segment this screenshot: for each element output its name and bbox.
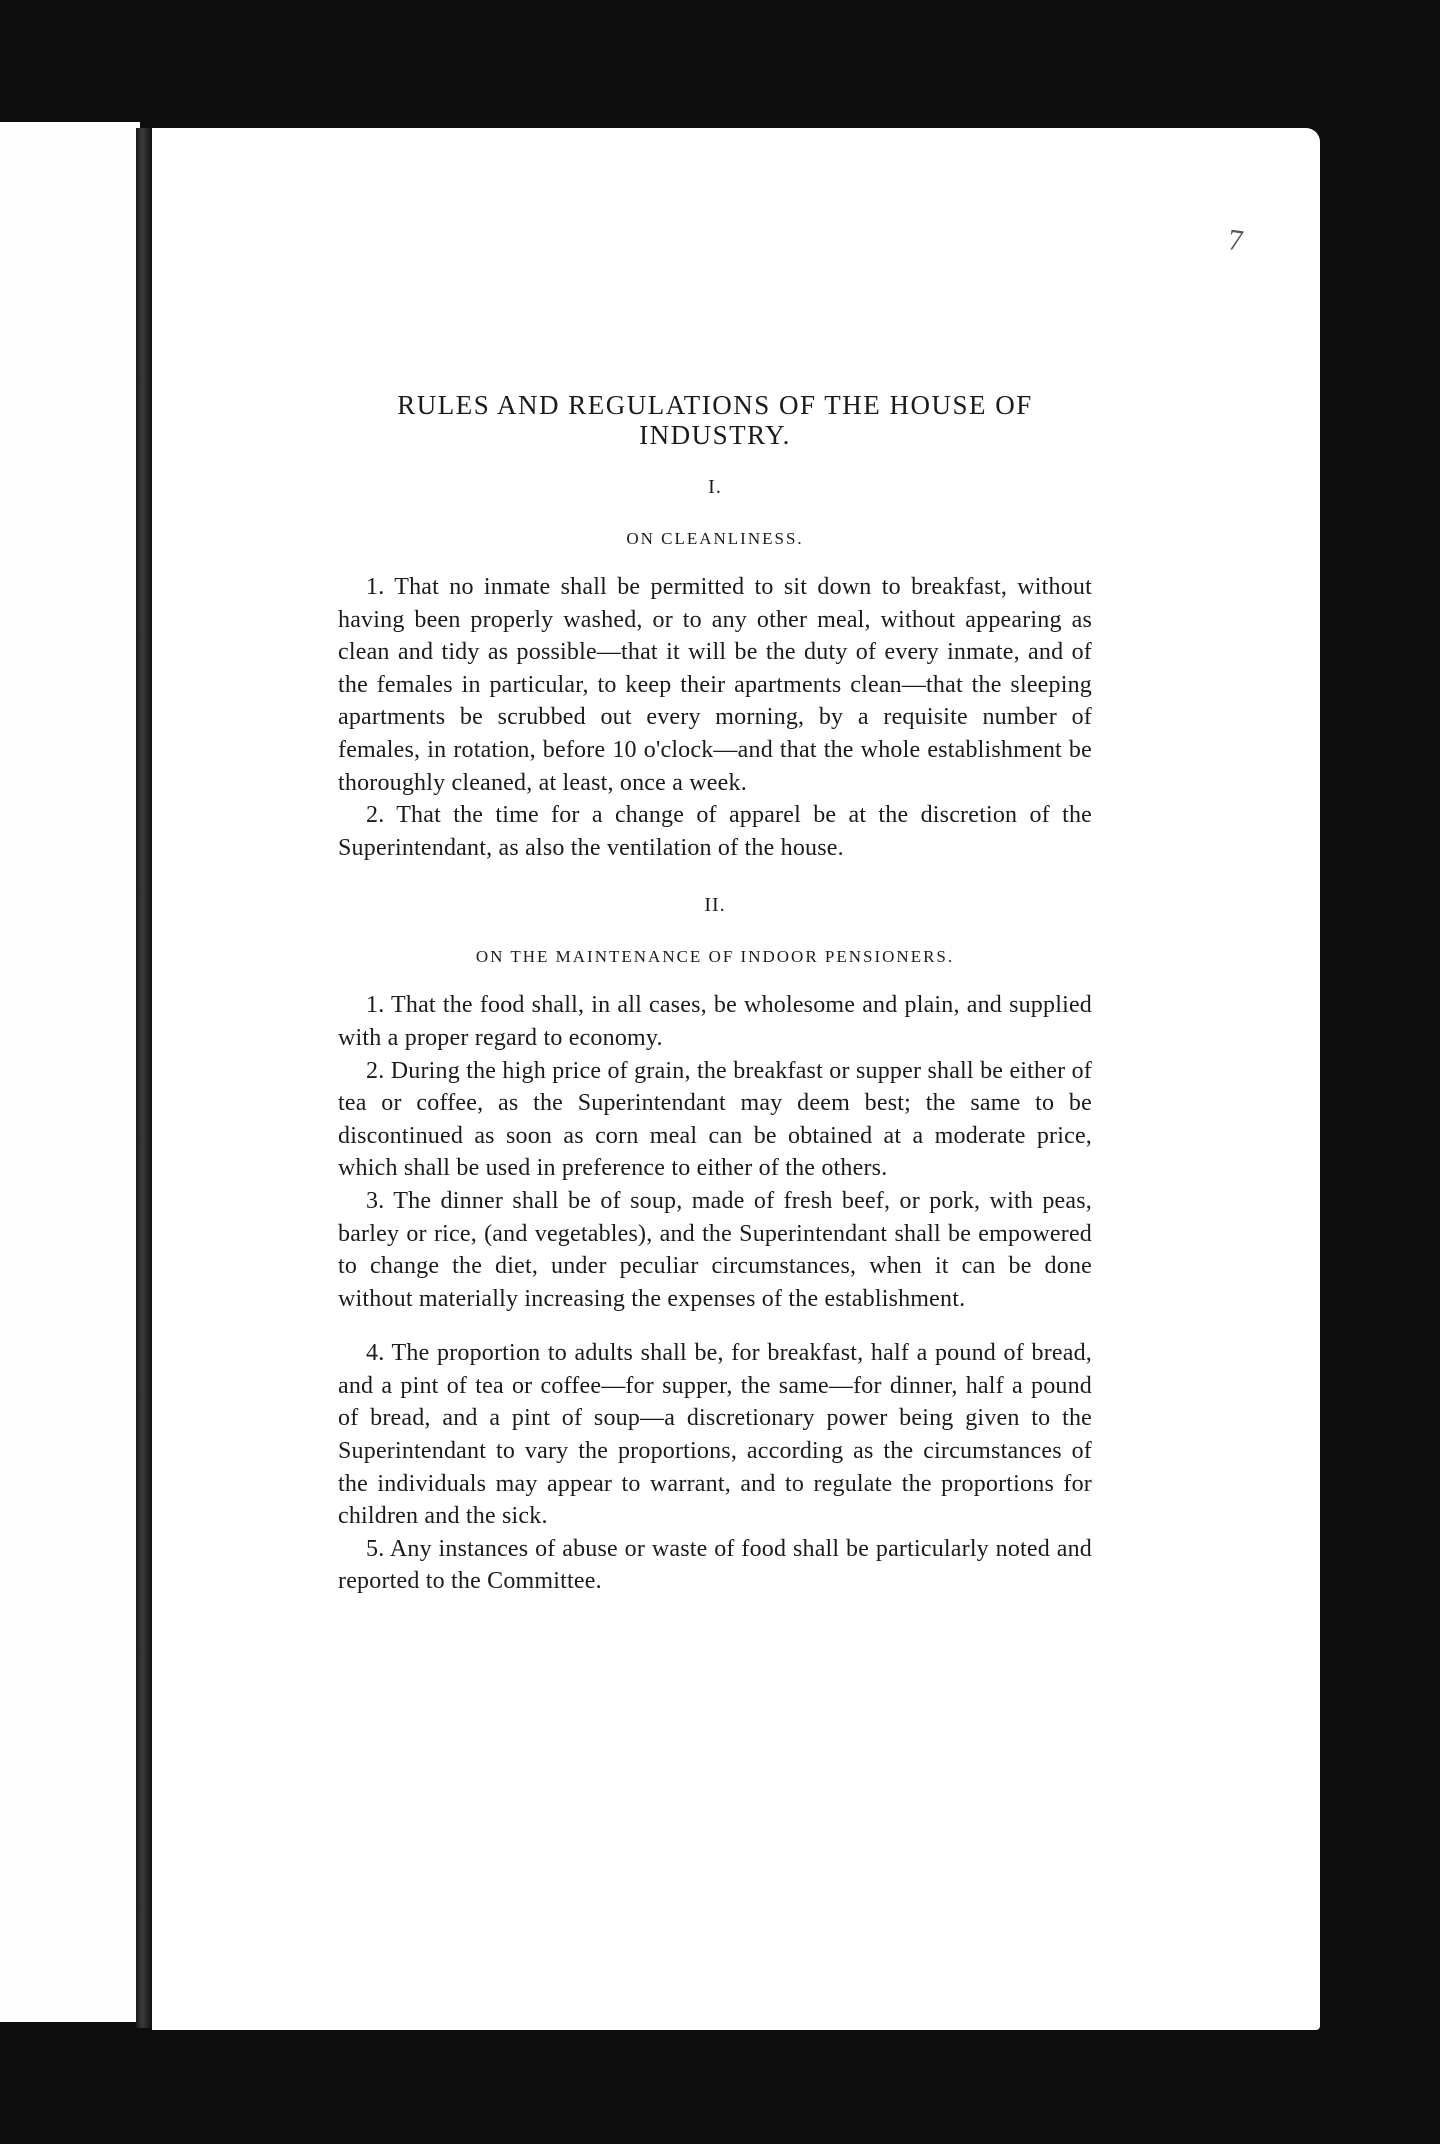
rule-paragraph: 3. The dinner shall be of soup, made of fresh beef, or pork, with peas, barley or rice, (and vegetables), and the Superintendant shall be empowered to change the diet, under peculiar circumstances, when it can be done without materially increasing the expenses of the establishment. [338,1187,1092,1312]
document-title [338,390,1092,450]
page-number: 7 [1225,223,1246,258]
section-heading: ON THE MAINTENANCE OF INDOOR PENSIONERS. [475,947,955,967]
rule-paragraph: 2. That the time for a change of apparel be at the discretion of the Superintendant, as also the ventilation of the house. [338,802,1092,861]
book-spine [136,128,152,2028]
title-line-1: RULES AND REGULATIONS OF THE HOUSE OF [397,390,1033,420]
rule-paragraph: 4. The proportion to adults shall be, for breakfast, half a pound of bread, and a pint of tea or coffee—for supper, the same—for dinner, half a pound of bread, and a pint of soup—a discretionary power being given to the Superintendant to vary the proportions, according as the circumstances of the individuals may appear to warrant, and to regulate the proportions for children and the sick. [338,1340,1092,1530]
rule-paragraph: 1. That the food shall, in all cases, be wholesome and plain, and supplied with a proper regard to economy. [338,992,1092,1051]
section-number: I. [708,476,722,498]
page-content [338,390,1092,1598]
title-line-2: INDUSTRY. [639,420,791,450]
rule-paragraph: 2. During the high price of grain, the breakfast or supper shall be either of tea or coffee, as the Superintendant may deem best; the same to be discontinued as soon as corn meal can be obtained at a moderate price, which shall be used in preference to either of the others. [338,1057,1092,1182]
document-page [152,128,1320,2030]
section-heading: ON CLEANLINESS. [626,529,804,548]
section-number: II. [704,894,726,917]
facing-page-edge [0,122,140,2022]
rule-paragraph: 5. Any instances of abuse or waste of food shall be particularly noted and reported to the Committee. [338,1535,1092,1595]
rule-paragraph: 1. That no inmate shall be permitted to sit down to breakfast, without having been properly washed, or to any other meal, without appearing as clean and tidy as possible—that it will be the duty of every inmate, and of the females in particular, to keep their apartments clean—that the sleeping apartments be scrubbed out every morning, by a requisite number of females, in rotation, before 10 o'clock—and that the whole establishment be thoroughly cleaned, at least, once a week. [338,574,1092,796]
